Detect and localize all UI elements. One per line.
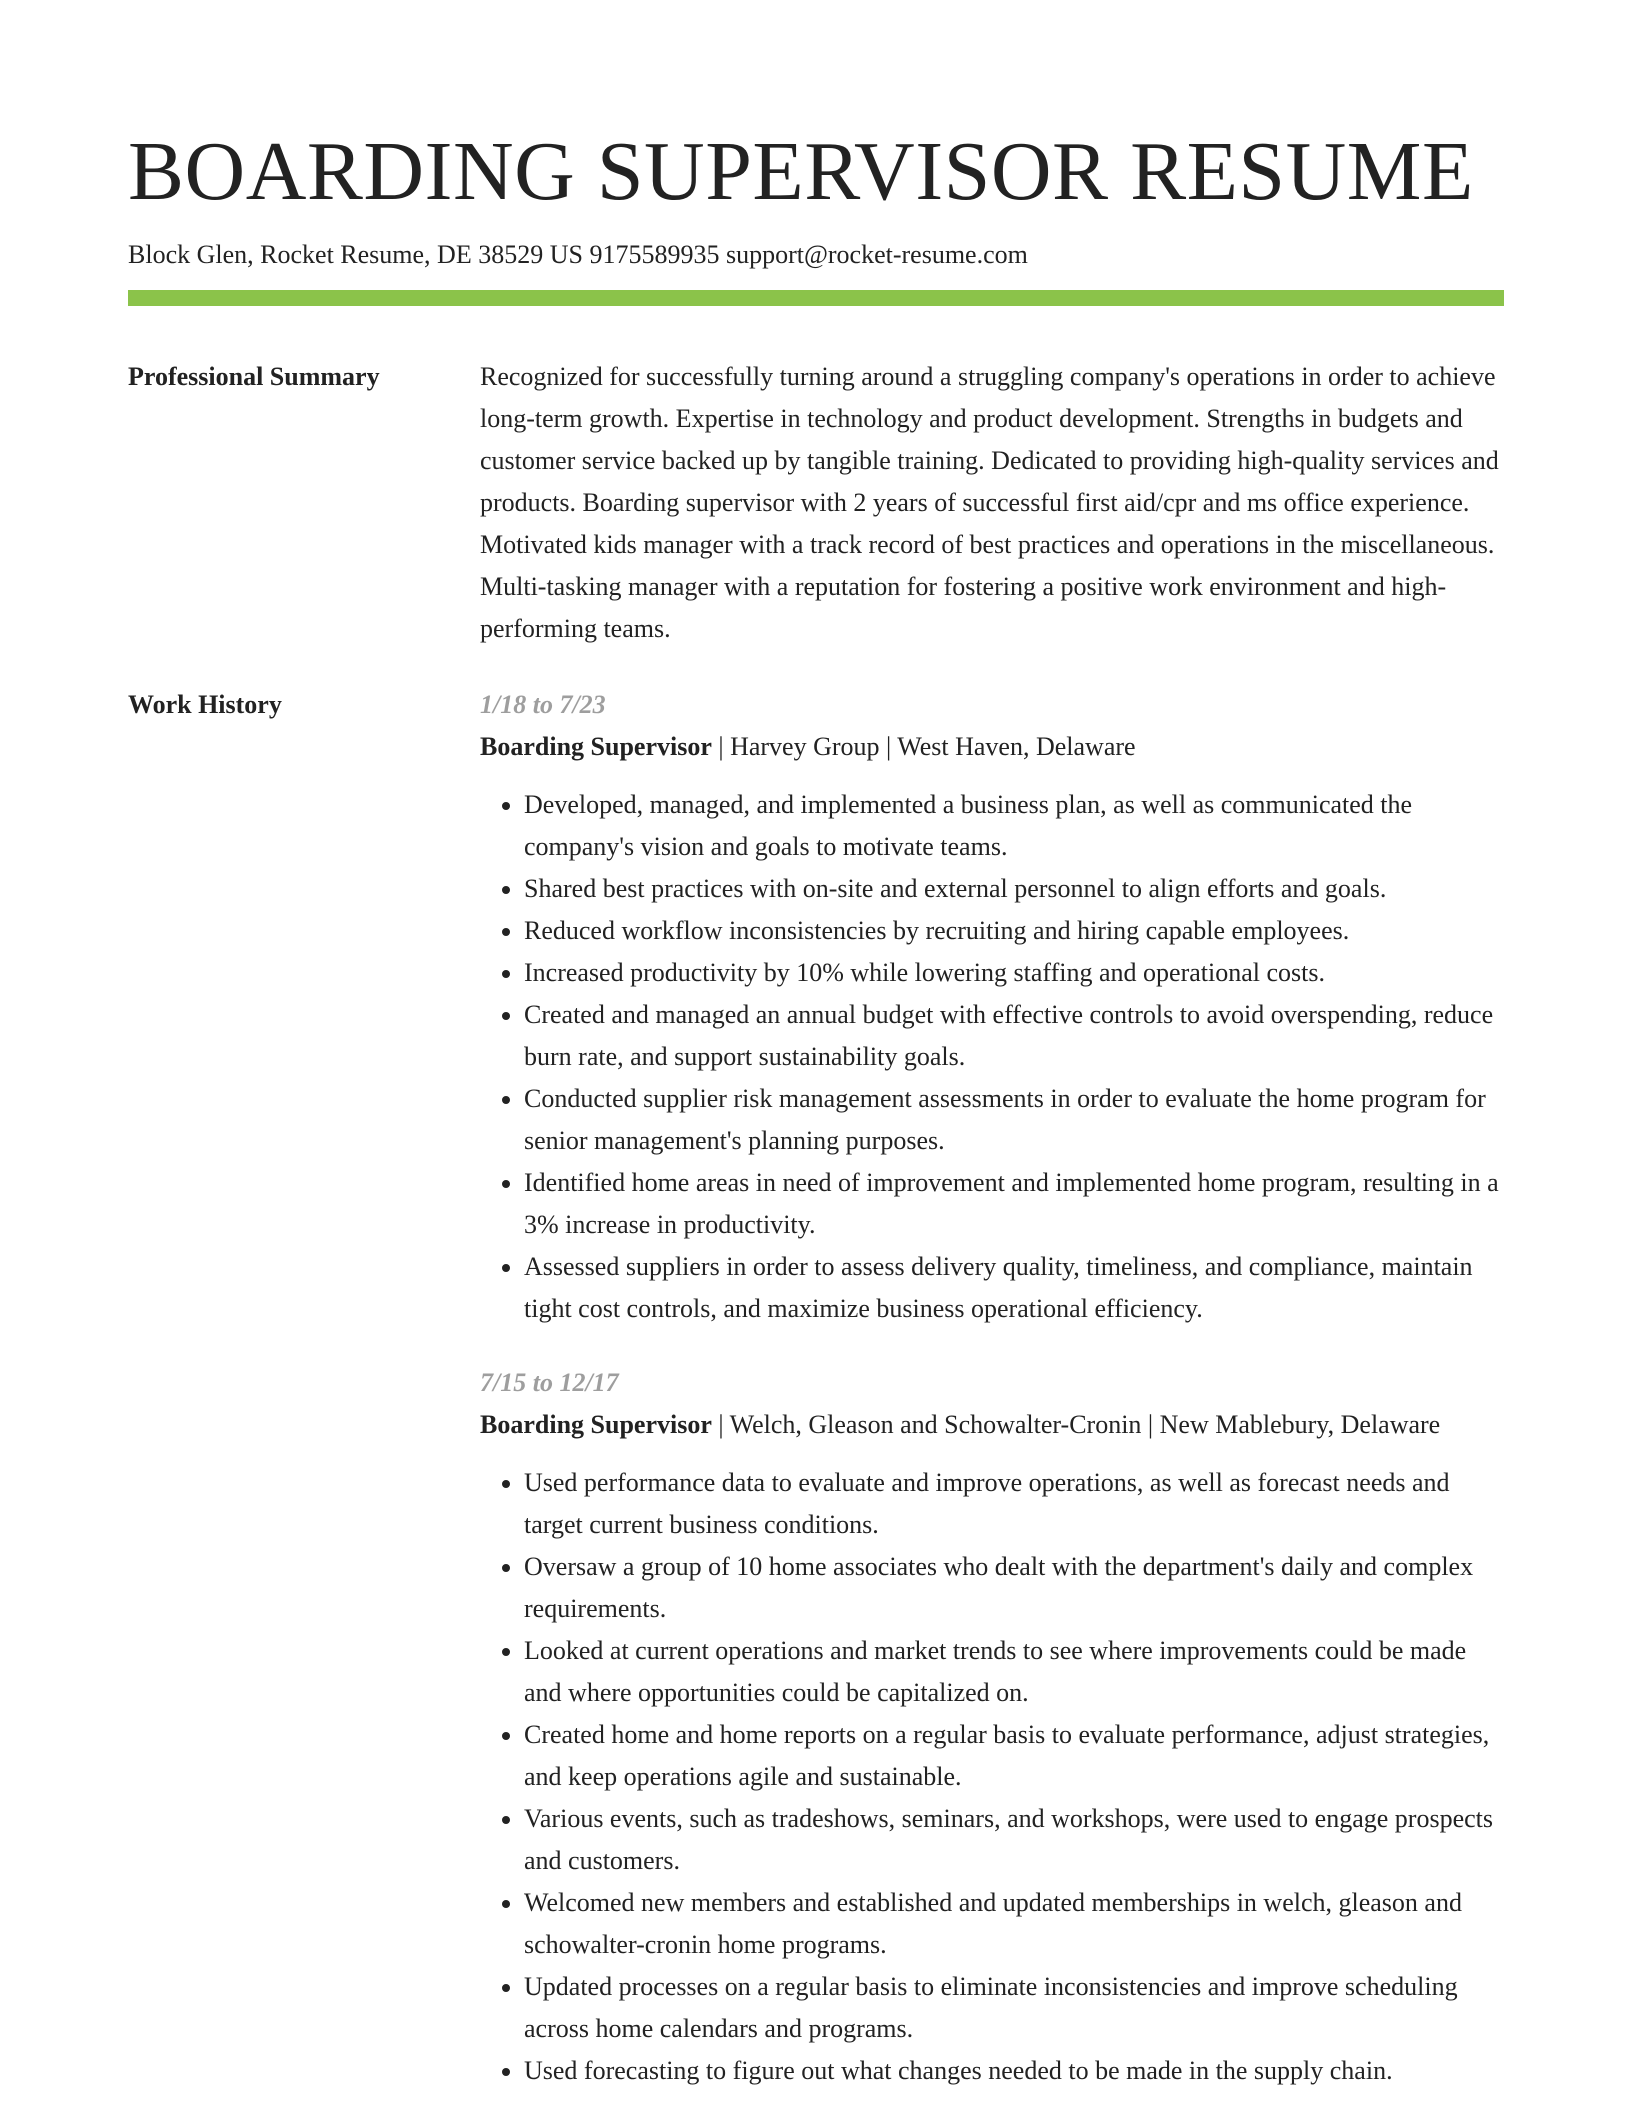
section-label-work-history: Work History: [128, 690, 282, 719]
job-duty: • Used forecasting to figure out what changes needed to be made in the supply chain.: [524, 2050, 1504, 2092]
summary-body: [480, 356, 1504, 650]
summary-text: Recognized for successfully turning around a struggling company's operations in order to achieve long-term growth. Expertise in technology and product development. Strengths in budgets and customer service backed up by tangible training. Dedicated to providing high-quality services and products. Boarding supervisor with 2 years of successful first aid/cpr and ms office experience. Motivated kids manager with a track record of best practices and operations in the miscellaneous. Multi-tasking manager with a reputation for fostering a positive work environment and high-performing teams.: [480, 362, 1499, 643]
job-employer-location: | Welch, Gleason and Schowalter-Cronin | New Mablebury, Delaware: [711, 1410, 1441, 1439]
job-duty: • Looked at current operations and market trends to see where improvements could be made and where opportunities could be capitalized on.: [524, 1630, 1504, 1714]
job-duty: • Various events, such as tradeshows, seminars, and workshops, were used to engage prospects and customers.: [524, 1798, 1504, 1882]
job-duty: • Increased productivity by 10% while lowering staffing and operational costs.: [524, 952, 1504, 994]
job-dates: 1/18 to 7/23: [480, 690, 606, 719]
contact-info: Block Glen, Rocket Resume, DE 38529 US 9175589935 support@rocket-resume.com: [128, 240, 1028, 269]
work-history-section: [128, 684, 1504, 2124]
job-dates: 7/15 to 12/17: [480, 1368, 619, 1397]
job-duty: • Used performance data to evaluate and improve operations, as well as forecast needs and target current business conditions.: [524, 1462, 1504, 1546]
professional-summary-section: [128, 356, 1504, 650]
job-entry: [480, 1362, 1504, 2092]
job-heading: [480, 1404, 1504, 1446]
job-duty: • Developed, managed, and implemented a business plan, as well as communicated the company's vision and goals to motivate teams.: [524, 784, 1504, 868]
work-history-body: [480, 684, 1504, 2124]
job-duty: • Conducted supplier risk management assessments in order to evaluate the home program for senior management's planning purposes.: [524, 1078, 1504, 1162]
section-label-summary: Professional Summary: [128, 362, 380, 391]
job-heading: [480, 726, 1504, 768]
job-duty: • Created and managed an annual budget with effective controls to avoid overspending, reduce burn rate, and support sustainability goals.: [524, 994, 1504, 1078]
job-duty: • Created home and home reports on a regular basis to evaluate performance, adjust strategies, and keep operations agile and sustainable.: [524, 1714, 1504, 1798]
job-duties-list: [480, 1462, 1504, 2092]
resume-page: [128, 0, 1504, 2124]
accent-divider: [128, 290, 1504, 306]
job-title: Boarding Supervisor: [480, 1410, 712, 1439]
job-duty: • Welcomed new members and established and updated memberships in welch, gleason and schowalter-cronin home programs.: [524, 1882, 1504, 1966]
job-duty: • Oversaw a group of 10 home associates who dealt with the department's daily and complex requirements.: [524, 1546, 1504, 1630]
job-duties-list: [480, 784, 1504, 1330]
job-duty: • Shared best practices with on-site and external personnel to align efforts and goals.: [524, 868, 1504, 910]
job-duty: • Reduced workflow inconsistencies by recruiting and hiring capable employees.: [524, 910, 1504, 952]
job-title: Boarding Supervisor: [480, 732, 712, 761]
resume-title: BOARDING SUPERVISOR RESUME: [128, 125, 1474, 218]
job-entry: [480, 684, 1504, 1330]
job-employer-location: | Harvey Group | West Haven, Delaware: [711, 732, 1136, 761]
job-duty: • Assessed suppliers in order to assess delivery quality, timeliness, and compliance, maintain tight cost controls, and maximize business operational efficiency.: [524, 1246, 1504, 1330]
job-duty: • Identified home areas in need of improvement and implemented home program, resulting in a 3% increase in productivity.: [524, 1162, 1504, 1246]
job-duty: • Updated processes on a regular basis to eliminate inconsistencies and improve scheduling across home calendars and programs.: [524, 1966, 1504, 2050]
